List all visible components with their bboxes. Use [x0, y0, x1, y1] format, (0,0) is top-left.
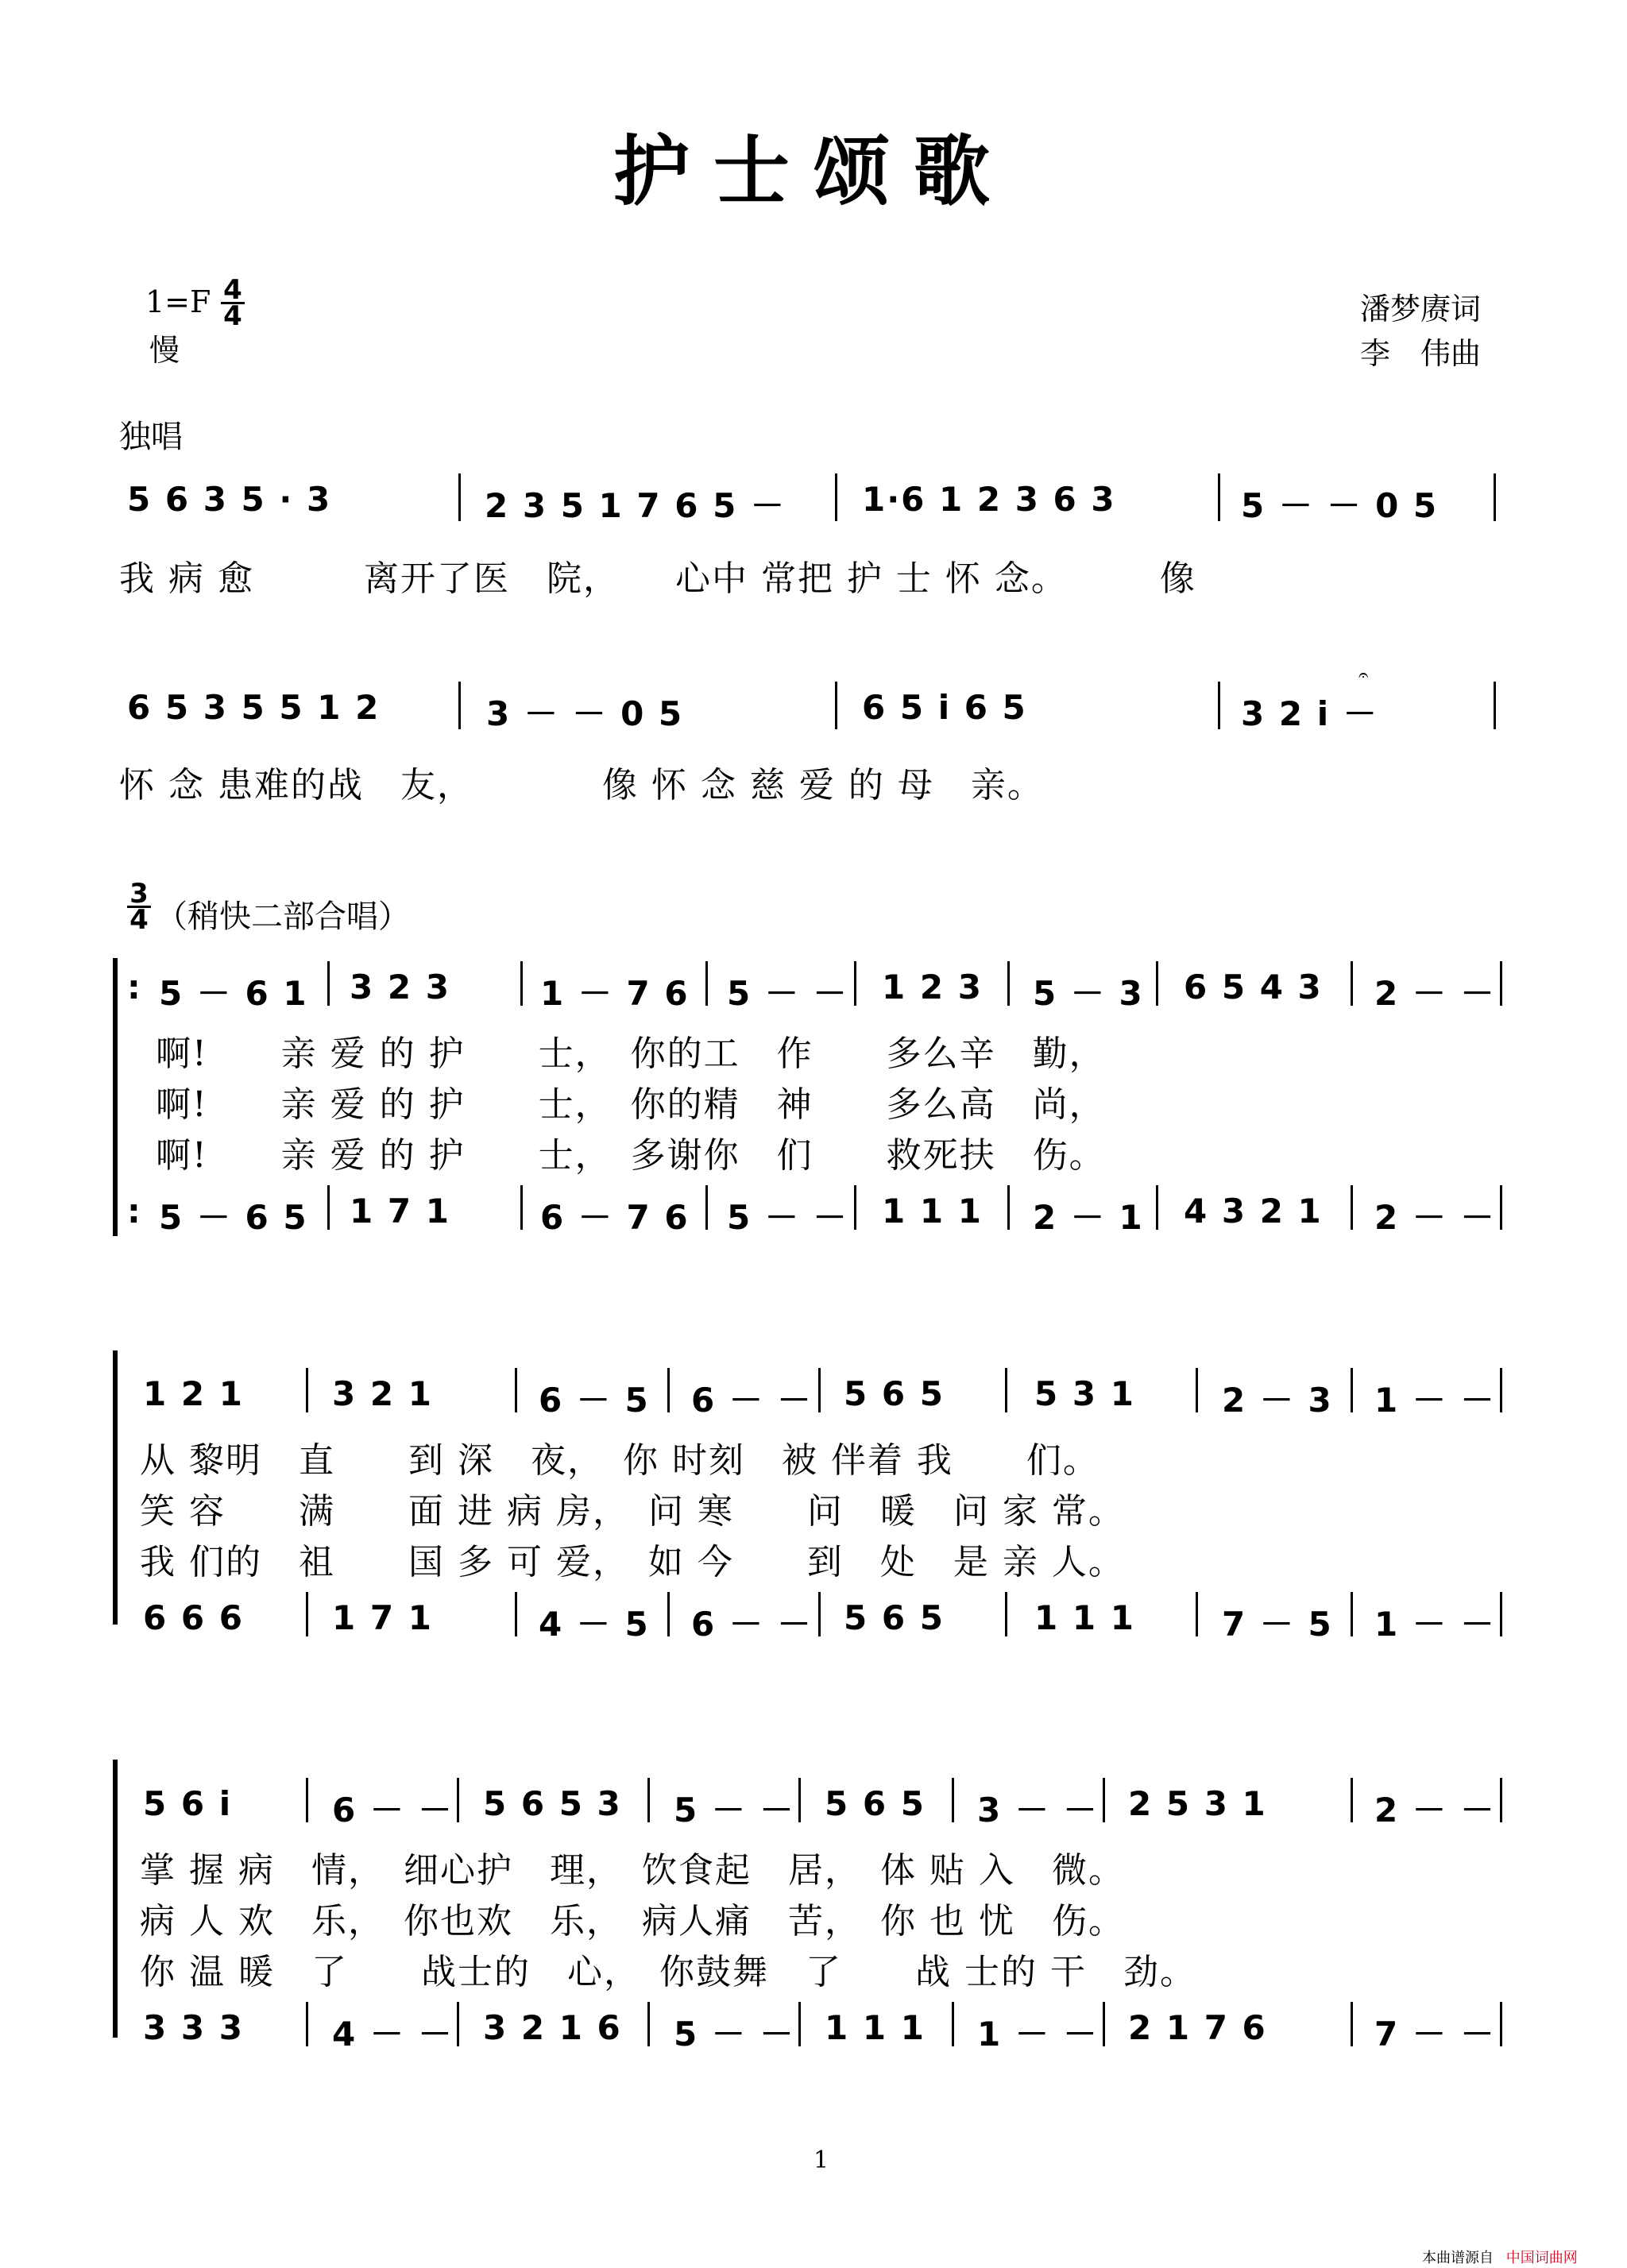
barline: [647, 1778, 650, 1822]
barline: [306, 1592, 308, 1636]
barline: [327, 961, 330, 1006]
lower-measure: 6 － －: [691, 1605, 813, 1644]
upper-measure: 3 2 1: [332, 1374, 433, 1413]
upper-measure: 5 － －: [674, 1791, 795, 1829]
barline: [515, 1368, 517, 1412]
upper-measure: 1 2 1: [143, 1374, 244, 1413]
barline: [1500, 1185, 1502, 1230]
barline: [1494, 473, 1496, 521]
barline: [1196, 1592, 1198, 1636]
lower-measure: 6 － 7 6: [540, 1198, 690, 1237]
barline: [1196, 1368, 1198, 1412]
barline: [1500, 2002, 1502, 2046]
lower-measure: 7 － 5: [1222, 1605, 1333, 1644]
barline: [1156, 961, 1158, 1006]
barline: [667, 1592, 670, 1636]
measure-1: 5 6 3 5 · 3: [127, 480, 332, 519]
repeat-sign-icon: :: [127, 968, 142, 1006]
barline: [818, 1592, 821, 1636]
barline: [1351, 1185, 1353, 1230]
key-signature: 1=F: [145, 284, 211, 319]
barline: [1005, 1592, 1007, 1636]
barline: [952, 2002, 954, 2046]
system-bracket: [113, 1350, 118, 1625]
barline: [306, 1778, 308, 1822]
lower-measure: 1 7 1: [332, 1598, 433, 1637]
footer-source-label: 本曲谱源自: [1422, 2250, 1494, 2266]
measure-4: 5 － － 0 5: [1241, 486, 1439, 525]
time-signature-3-4: 3 4: [127, 882, 151, 932]
repeat-sign-icon: :: [127, 1192, 142, 1231]
barline: [705, 961, 708, 1006]
upper-measure: 6 － 5: [539, 1381, 650, 1420]
barline: [1007, 961, 1010, 1006]
barline: [520, 961, 523, 1006]
lower-measure: 1 － －: [977, 2015, 1099, 2054]
barline: [647, 2002, 650, 2046]
barline: [306, 1368, 308, 1412]
lyrics-verse-3: 我 们的 祖 国 多 可 爱， 如 今 到 处 是 亲 人。: [140, 1542, 1125, 1582]
barline: [306, 2002, 308, 2046]
barline: [1351, 2002, 1353, 2046]
upper-measure: 6 － －: [691, 1381, 813, 1420]
tempo-marking: 慢: [149, 333, 180, 368]
upper-measure: 5 6 5: [844, 1374, 945, 1413]
measure-3: 1·6 1 2 3 6 3: [862, 480, 1116, 519]
lyrics-line: 怀 念 患难的战 友， 像 怀 念 慈 爱 的 母 亲。: [119, 765, 1044, 806]
lyrics-verse-2: 病 人 欢 乐， 你也欢 乐， 病人痛 苦， 你 也 忧 伤。: [140, 1901, 1125, 1942]
lyrics-line: 我 病 愈 离开了医 院， 心中 常把 护 士 怀 念。 像: [119, 558, 1196, 599]
barline: [835, 682, 837, 729]
barline: [798, 2002, 801, 2046]
chorus-label: （稍快二部合唱）: [156, 898, 410, 935]
lower-measure: 2 － －: [1374, 1198, 1496, 1237]
barline: [458, 682, 461, 729]
barline: [1103, 2002, 1105, 2046]
lyrics-verse-1: 从 黎明 直 到 深 夜， 你 时刻 被 伴着 我 们。: [140, 1440, 1099, 1481]
barline: [667, 1368, 670, 1412]
upper-measure: 6 － －: [332, 1791, 454, 1829]
lyricist-credit: 潘梦赓词: [1360, 292, 1482, 326]
barline: [1218, 473, 1220, 521]
barline: [1156, 1185, 1158, 1230]
measure-7: 6 5 i 6 5: [862, 688, 1027, 727]
measure-2: 2 3 5 1 7 6 5 －: [485, 486, 786, 525]
system-bracket: [113, 958, 118, 1236]
barline: [457, 1778, 459, 1822]
upper-measure: 5 － 6 1: [159, 974, 308, 1013]
barline: [1218, 682, 1220, 729]
lower-measure: 5 － －: [727, 1198, 848, 1237]
lower-measure: 3 2 1 6: [483, 2008, 622, 2047]
lyrics-verse-3: 啊! 亲 爱 的 护 士， 多谢你 们 救死扶 伤。: [156, 1135, 1106, 1176]
measure-6: 3 － － 0 5: [486, 694, 684, 733]
lower-measure: 1 1 1: [882, 1192, 983, 1231]
upper-measure: 2 5 3 1: [1128, 1784, 1267, 1823]
barline: [1500, 961, 1502, 1006]
barline: [1494, 682, 1496, 729]
upper-measure: 6 5 4 3: [1184, 968, 1323, 1006]
lower-measure: 6 6 6: [143, 1598, 244, 1637]
measure-8: 3 2 i －: [1241, 694, 1378, 733]
upper-measure: 5 － －: [727, 974, 848, 1013]
lower-measure: 1 1 1: [1034, 1598, 1135, 1637]
barline: [835, 473, 837, 521]
upper-measure: 2 － －: [1374, 974, 1496, 1013]
lower-measure: 1 7 1: [350, 1192, 450, 1231]
upper-measure: 5 6 5: [825, 1784, 926, 1823]
lower-measure: 5 － 6 5: [159, 1198, 308, 1237]
barline: [327, 1185, 330, 1230]
upper-measure: 3 2 3: [350, 968, 450, 1006]
upper-measure: 1 － 7 6: [540, 974, 690, 1013]
fermata-icon: 𝄐: [1358, 666, 1369, 686]
upper-measure: 5 － 3: [1033, 974, 1144, 1013]
barline: [1500, 1368, 1502, 1412]
lyrics-verse-1: 掌 握 病 情， 细心护 理， 饮食起 居， 体 贴 入 微。: [140, 1850, 1125, 1891]
lower-measure: 4 － 5: [539, 1605, 650, 1644]
time-signature: 4 4: [221, 278, 245, 328]
lyrics-verse-3: 你 温 暖 了 战士的 心， 你鼓舞 了 战 士的 干 劲。: [140, 1952, 1196, 1992]
upper-measure: 1 2 3: [882, 968, 983, 1006]
upper-measure: 2 － －: [1374, 1791, 1496, 1829]
lyrics-verse-2: 笑 容 满 面 进 病 房， 问 寒 问 暖 问 家 常。: [140, 1491, 1125, 1532]
system-bracket: [113, 1760, 118, 2038]
barline: [457, 2002, 459, 2046]
lower-measure: 5 6 5: [844, 1598, 945, 1637]
barline: [952, 1778, 954, 1822]
upper-measure: 2 － 3: [1222, 1381, 1333, 1420]
barline: [1500, 1778, 1502, 1822]
upper-measure: 1 － －: [1374, 1381, 1496, 1420]
barline: [1351, 1778, 1353, 1822]
lyrics-verse-2: 啊! 亲 爱 的 护 士， 你的精 神 多么高 尚，: [156, 1084, 1106, 1125]
measure-5: 6 5 3 5 5 1 2: [127, 688, 381, 727]
barline: [1351, 1368, 1353, 1412]
barline: [1005, 1368, 1007, 1412]
barline: [520, 1185, 523, 1230]
lower-measure: 1 － －: [1374, 1605, 1496, 1644]
barline: [1351, 961, 1353, 1006]
page-number: 1: [814, 2146, 829, 2174]
barline: [1103, 1778, 1105, 1822]
footer-site-link[interactable]: 中国词曲网: [1505, 2250, 1578, 2266]
upper-measure: 5 6 i: [143, 1784, 233, 1823]
barline: [1500, 1592, 1502, 1636]
lower-measure: 1 1 1: [825, 2008, 926, 2047]
upper-measure: 5 3 1: [1034, 1374, 1135, 1413]
lower-measure: 7 － －: [1374, 2015, 1496, 2054]
lower-measure: 4 － －: [332, 2015, 454, 2054]
barline: [818, 1368, 821, 1412]
barline: [705, 1185, 708, 1230]
barline: [854, 961, 856, 1006]
upper-measure: 3 － －: [977, 1791, 1099, 1829]
barline: [1007, 1185, 1010, 1230]
lower-measure: 3 3 3: [143, 2008, 244, 2047]
lower-measure: 4 3 2 1: [1184, 1192, 1323, 1231]
lower-measure: 2 1 7 6: [1128, 2008, 1267, 2047]
barline: [515, 1592, 517, 1636]
lower-measure: 2 － 1: [1033, 1198, 1144, 1237]
barline: [798, 1778, 801, 1822]
composer-credit: 李 伟曲: [1360, 336, 1482, 371]
lyrics-verse-1: 啊! 亲 爱 的 护 士， 你的工 作 多么辛 勤，: [156, 1034, 1106, 1074]
upper-measure: 5 6 5 3: [483, 1784, 622, 1823]
barline: [854, 1185, 856, 1230]
lower-measure: 5 － －: [674, 2015, 795, 2054]
footer-source: [1422, 2247, 1578, 2267]
solo-label: 独唱: [119, 419, 183, 455]
barline: [458, 473, 461, 521]
song-title: 护士颂歌: [613, 126, 1014, 216]
barline: [1351, 1592, 1353, 1636]
